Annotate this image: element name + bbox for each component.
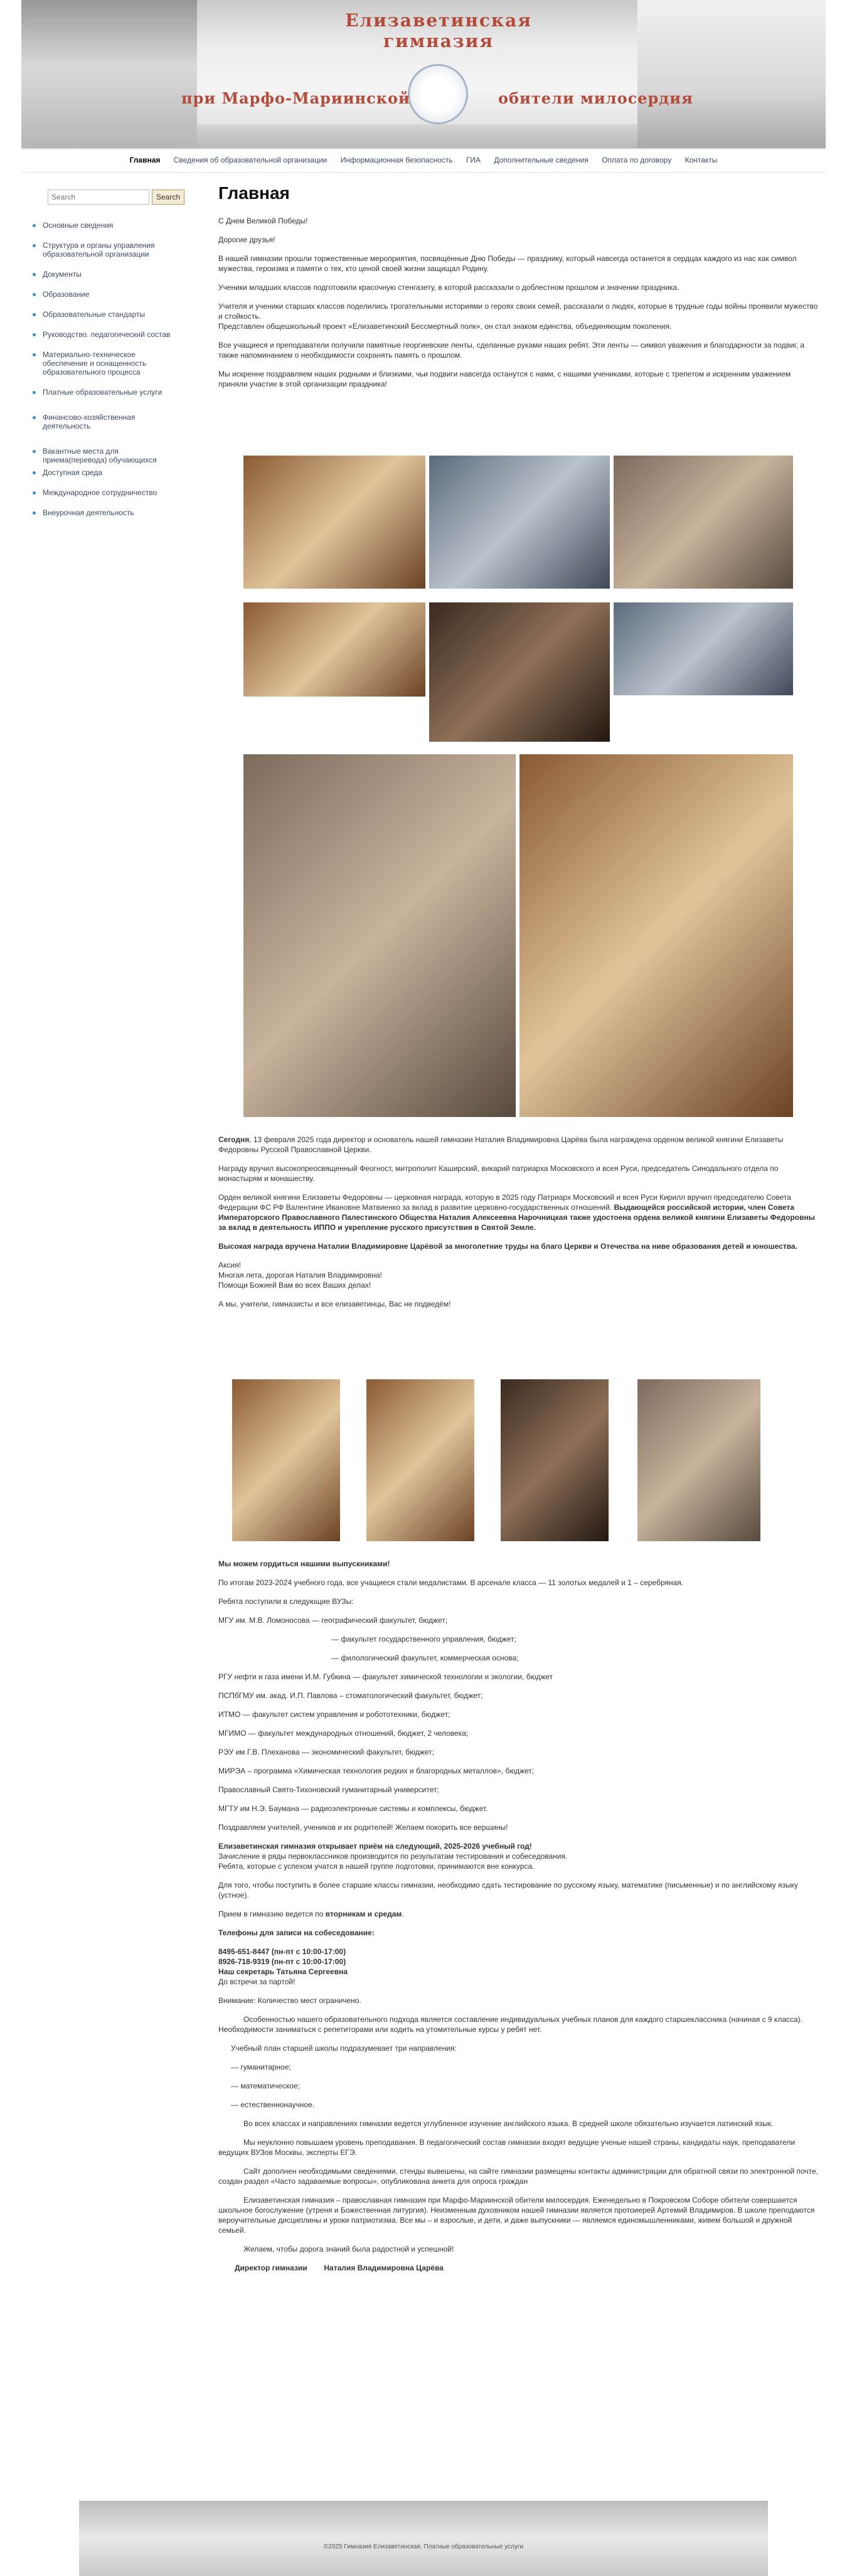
site-subtitle-left: при Марфо-Мариинской [181,89,410,107]
text: Мы искренне поздравляем наших родными и близкими, чьи подвиги навсегда останутся с нами, с нашими учениками, которые с трепетом и искренним уважением приняли участие в этой организации праздника! [218,370,791,388]
text: Зачисление в ряды первоклассников производится по результатам тестирования и собеседования. [218,1852,568,1861]
text: Учебный план старшей школы подразумевает три направления: [231,2044,457,2053]
nav-extra[interactable]: Дополнительные сведения [494,156,589,164]
photo [429,602,610,742]
text: Елизаветинская гимназия – православная гимназия при Марфо-Мариинской обители милосердия. Еженедельно в Покровском Соборе обители совершается школьное богослужение (утреня и Божественная литургия). Неизменным духовником нашей гимназии является протоиерей Артемий Владимиров. В школе преподаются вероучительные дисциплины и уроки патриотизма. Все мы – и взрослые, и дети, и даже выпускники — являемся единомышленниками, живем большой и дружной семьей. [218,2196,815,2235]
list-item: Православный Свято-Тихоновский гуманитарный университет; [218,1785,439,1794]
sidebar-item[interactable]: Документы [33,270,177,279]
text: По итогам 2023-2024 учебного года, все учащиеся стали медалистами. В арсенале класса — 11 золотых медалей и 1 – серебряная. [218,1578,684,1587]
photo [429,456,610,589]
text: Елизаветинская гимназия открывает приём на следующий, 2025-2026 учебный год! [218,1842,532,1851]
photo [243,754,516,1117]
header-banner [21,0,826,148]
text: Особенностью нашего образовательного подхода является составление индивидуальных учебных планов для каждого старшеклассника (начиная с 9 класса). Необходимости заниматься с репетиторами или ходить на утомительные курсы у ребят нет. [218,2015,802,2034]
list-item: МГТУ им Н.Э. Баумана — радиоэлектронные системы и комплексы, бюджет. [218,1804,488,1813]
sidebar-item[interactable]: Доступная среда [33,468,177,477]
nav-contacts[interactable]: Контакты [685,156,718,164]
sidebar-item[interactable]: Материально-техническое обеспечение и оснащенность образовательного процесса [33,350,177,377]
list-item: МГУ им. М.В. Ломоносова — географический факультет, бюджет; [218,1616,448,1625]
sidebar-item[interactable]: Структура и органы управления образовательной организации [33,241,177,259]
nav-gia[interactable]: ГИА [466,156,481,164]
sidebar-item[interactable]: Внеурочная деятельность [33,508,177,517]
text: Ученики младших классов подготовили красочную стенгазету, в которой рассказали о доблестном прошлом и значении праздника. [218,283,679,292]
photo [366,1379,474,1541]
list-item: — естественнонаучное. [231,2100,315,2109]
photo [614,602,793,695]
footer-text: ©2025 Гимназия Елизаветинская. Платные образовательные услуги [323,2543,524,2550]
text: До встречи за партой! [218,1977,296,1986]
text: Наталия Владимировна Царёва [324,2263,444,2272]
text: Телефоны для записи на собеседование: [218,1928,375,1937]
sidebar-item[interactable]: Образовательные стандарты [33,310,177,319]
site-subtitle-right: обители милосердия [498,89,693,107]
text: Желаем, чтобы дорога знаний была радостной и успешной! [243,2245,454,2253]
photo [637,1379,760,1541]
text: С Днем Великой Победы! [218,216,308,225]
page-title: Главная [218,183,290,203]
list-item: РЭУ им Г.В. Плеханова — экономический факультет, бюджет; [218,1748,434,1756]
portrait-image [637,0,826,148]
search-input[interactable] [48,190,149,205]
sidebar [33,190,181,517]
text: вторникам и средам [325,1910,402,1918]
search-box [48,190,181,205]
photo [501,1379,609,1541]
text: Высокая награда вручена Наталии Владимировне Царёвой за многолетние труды на благо Церкви и Отечества на ниве образования детей и юношества. [218,1242,797,1251]
text: В нашей гимназии прошли торжественные мероприятия, посвящённые Дню Победы — празднику, который навсегда останется в сердцах каждого из нас как символ мужества, героизма и памяти о тех, кто ценой своей жизни защищал Родину. [218,254,797,273]
text: , 13 февраля 2025 года директор и основатель нашей гимназии Наталия Владимировна Царёва была награждена орденом великой княгини Елизаветы Федоровны Русской Православной Церкви. [218,1135,784,1154]
text: Прием в гимназию ведется по [218,1910,326,1918]
sidebar-item[interactable]: Международное сотрудничество [33,488,177,497]
text: Многая лета, дорогая Наталия Владимировна! [218,1271,382,1280]
list-item: — математическое; [231,2082,300,2090]
text: Аксия! [218,1261,241,1269]
graduates-section [218,1559,819,2282]
text: Выдающейся российской истории, член Совета Императорского Православного Палестинского Общества Наталия Алексеевна Нарочницкая также удостоена ордена великой княгини Елизаветы Федоровны за вклад в деятельность ИППО и укрепление русского присутствия в Святой Земле. [218,1203,815,1232]
sidebar-menu [33,221,177,517]
nav-payment[interactable]: Оплата по договору [602,156,672,164]
sidebar-item[interactable]: Платные образовательные услуги [33,388,177,397]
search-button[interactable]: Search [152,190,184,205]
nav-home[interactable]: Главная [129,156,161,164]
banner-band [197,124,637,148]
list-item: МИРЭА – программа «Химическая технология редких и благородных металлов», бюджет; [218,1766,535,1775]
sidebar-item[interactable]: Руководство. педагогический состав [33,330,177,339]
list-item: — филологический факультет, коммерческая основа; [331,1654,519,1662]
text: Дорогие друзья! [218,235,275,244]
text: Помощи Божией Вам во всех Ваших делах! [218,1281,371,1290]
divider [21,172,826,173]
text: Ребята поступили в следующие ВУЗы: [218,1597,354,1606]
photo [232,1379,340,1541]
photo [243,456,425,589]
nav-info[interactable]: Сведения об образовательной организации [173,156,328,164]
top-nav [0,156,847,164]
photo [519,754,793,1117]
phone[interactable]: 8495-651-8447 (пн-пт с 10:00-17:00) [218,1947,346,1956]
sidebar-item[interactable]: Финансово-хозяйственная деятельность [33,413,177,430]
text: Поздравляем учителей, учеников и их родителей! Желаем покорить все вершины! [218,1823,508,1832]
text: Для того, чтобы поступить в более старшие классы гимназии, необходимо сдать тестирование по русскому языку, математике (письменные) и по английскому языку (устное). [218,1881,799,1900]
text: Мы неуклонно повышаем уровень преподавания. В педагогический состав гимназии входят ведущие ученые нашей страны, кандидаты наук, преподаватели ведущих ВУЗов Москвы, эксперты ЕГЭ. [218,2138,796,2157]
photo [243,602,425,697]
text: Внимание: Количество мест ограничено. [218,1996,361,2005]
nav-security[interactable]: Информационная безопасность [340,156,453,164]
convent-image [21,0,197,148]
text: Награду вручил высокопреосвященный Феогност, митрополит Каширский, викарий патриарха Московского и всея Руси, председатель Синодального отдела по монастырям и монашеству. [218,1164,779,1183]
sidebar-item[interactable]: Вакантные места для приема(перевода) обучающихся [33,447,177,464]
text: Наш секретарь Татьяна Сергеевна [218,1967,348,1976]
divider [21,148,826,149]
main-content [218,183,819,398]
site-title: Елизаветинская гимназия [345,10,532,51]
text: Все учащиеся и преподаватели получили памятные георгиевские ленты, сделанные руками наших ребят. Эти ленты — символ уважения и благодарности за подвиг, а также напоминанием о необходимости сохранять память о прошлом. [218,341,805,360]
list-item: — гуманитарное; [231,2063,291,2071]
award-section [218,1135,819,1318]
phone[interactable]: 8926-718-9319 (пн-пт с 10:00-17:00) [218,1957,346,1966]
text: Орден великой княгини Елизаветы Федоровны — церковная награда, которую в 2025 году Патриарх Московский и всея Руси Кирилл вручил председателю Совета Федерации ФС РФ Валентине Ивановне Матвиенко за вклад в развитие церковно-государственных отношений. [218,1193,791,1212]
text: Учителя и ученики старших классов поделились трогательными историями о героях своих семей, рассказали о людях, которые в трудные годы войны проявили мужество и стойкость. [218,302,818,321]
footer [79,2501,768,2576]
list-item: РГУ нефти и газа имени И.М. Губкина — факультет химической технологии и экологии, бюджет [218,1672,553,1681]
photo [614,456,793,589]
sidebar-item[interactable]: Основные сведения [33,221,177,230]
list-item: — факультет государственного управления, бюджет; [331,1635,516,1643]
text: Сегодня [218,1135,250,1144]
text: А мы, учители, гимназисты и все елизаветинцы, Вас не подведём! [218,1300,451,1308]
text: . [402,1910,404,1918]
text: Мы можем гордиться нашими выпускниками! [218,1559,390,1568]
emblem-icon [408,64,468,124]
text: Во всех классах и направлениях гимназии ведется углубленное изучение английского языка. В средней школе обязательно изучается латинский язык. [243,2119,774,2128]
text: Ребята, которые с успехом учатся в нашей группе подготовки, принимаются вне конкурса. [218,1862,535,1871]
text: Директор гимназии [235,2263,307,2272]
text: Сайт дополнен необходимыми сведениями, стенды вывешены, на сайте гимназии размещены контакты администрации для обратной связи по электронной почте, создан раздел «Часто задаваемые вопросы», опубликована анкета для опроса граждан [218,2167,819,2186]
list-item: ПСПбГМУ им. акад. И.П. Павлова – стоматологический факультет, бюджет; [218,1691,483,1700]
sidebar-item[interactable]: Образование [33,290,177,299]
list-item: ИТМО — факультет систем управления и робототехники, бюджет; [218,1710,450,1719]
list-item: МГИМО — факультет международных отношений, бюджет, 2 человека; [218,1729,469,1738]
text: Представлен общешкольный проект «Елизаветинский Бессмертный полк», он стал знаком единства, объединяющим поколения. [218,322,672,331]
